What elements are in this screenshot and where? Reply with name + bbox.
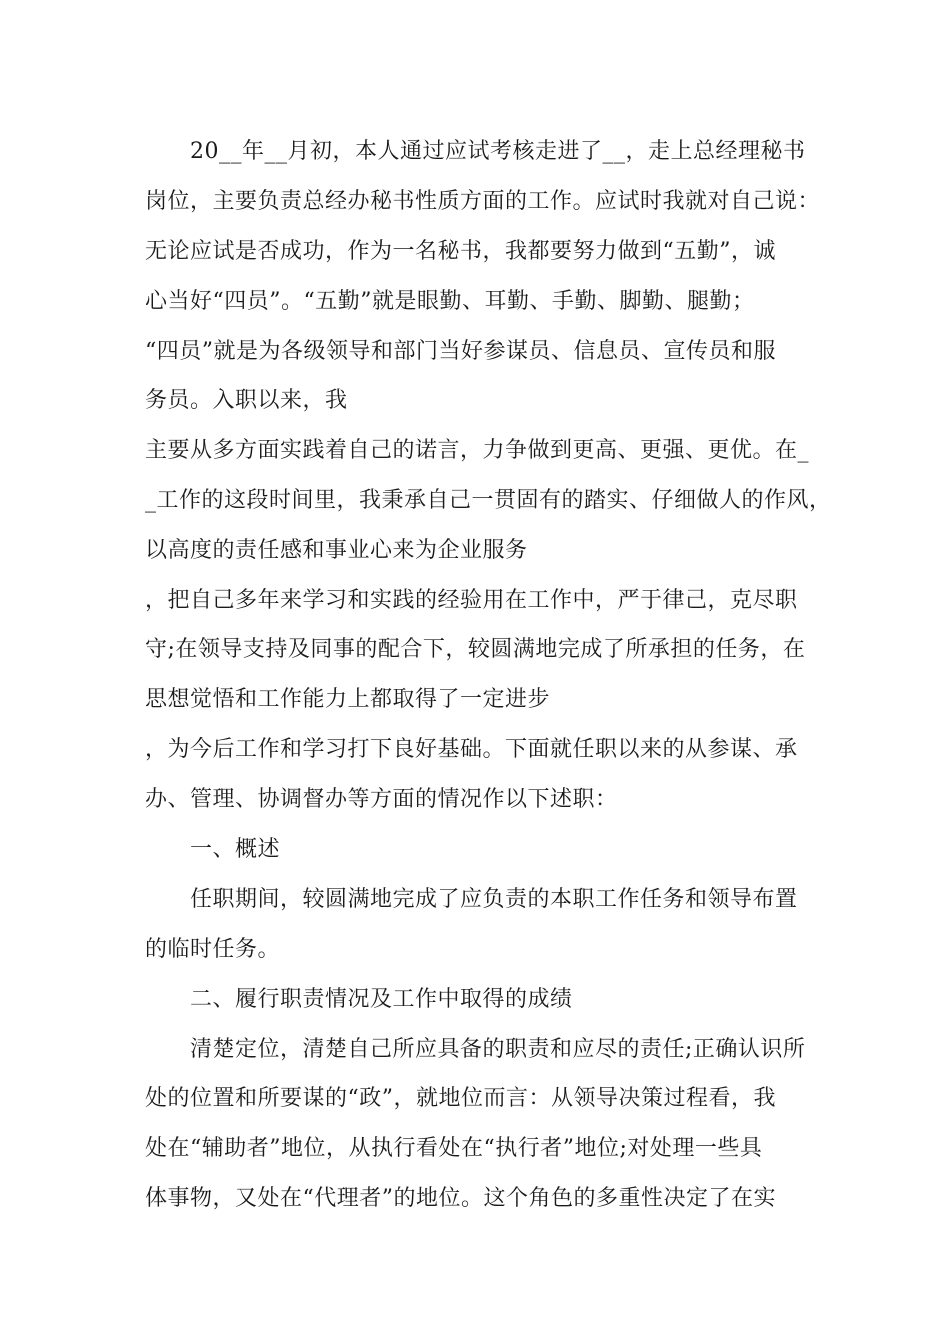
- paragraph-line: 处在“辅助者”地位，从执行看处在“执行者”地位;对处理一些具: [145, 1136, 763, 1161]
- paragraph-line: 的临时任务。: [145, 937, 281, 962]
- paragraph-line: 体事物，又处在“代理者”的地位。这个角色的多重性决定了在实: [145, 1186, 776, 1211]
- paragraph-line: 以高度的责任感和事业心来为企业服务: [145, 538, 528, 563]
- paragraph-line: 办、管理、协调督办等方面的情况作以下述职：: [145, 787, 618, 812]
- paragraph-line: 20__年__月初，本人通过应试考核走进了__，走上总经理秘书: [190, 139, 806, 164]
- paragraph-line: 无论应试是否成功，作为一名秘书，我都要努力做到“五勤”，诚: [145, 239, 776, 264]
- paragraph-line: 任职期间，较圆满地完成了应负责的本职工作任务和领导布置: [190, 887, 798, 912]
- section-heading: 一、概述: [190, 837, 281, 862]
- paragraph-line: 岗位，主要负责总经办秘书性质方面的工作。应试时我就对自己说：: [145, 189, 821, 214]
- paragraph-line: 守;在领导支持及同事的配合下，较圆满地完成了所承担的任务，在: [145, 637, 806, 662]
- paragraph-line: “四员”就是为各级领导和部门当好参谋员、信息员、宣传员和服: [145, 339, 776, 364]
- paragraph-line: 心当好“四员”。“五勤”就是眼勤、耳勤、手勤、脚勤、腿勤；: [145, 289, 755, 314]
- paragraph-line: 清楚定位，清楚自己所应具备的职责和应尽的责任;正确认识所: [190, 1037, 806, 1062]
- paragraph-line: ，把自己多年来学习和实践的经验用在工作中，严于律己，克尽职: [145, 588, 798, 613]
- paragraph-line: 思想觉悟和工作能力上都取得了一定进步: [145, 687, 551, 712]
- paragraph-line: ，为今后工作和学习打下良好基础。下面就任职以来的从参谋、承: [145, 737, 798, 762]
- section-heading: 二、履行职责情况及工作中取得的成绩: [190, 987, 573, 1012]
- paragraph-line: 处的位置和所要谋的“政”，就地位而言：从领导决策过程看，我: [145, 1086, 776, 1111]
- paragraph-line: 务员。入职以来，我: [145, 388, 348, 413]
- paragraph-line: 主要从多方面实践着自己的诺言，力争做到更高、更强、更优。在_: [145, 438, 810, 463]
- paragraph-line: _工作的这段时间里，我秉承自己一贯固有的踏实、仔细做人的作风，: [145, 488, 832, 513]
